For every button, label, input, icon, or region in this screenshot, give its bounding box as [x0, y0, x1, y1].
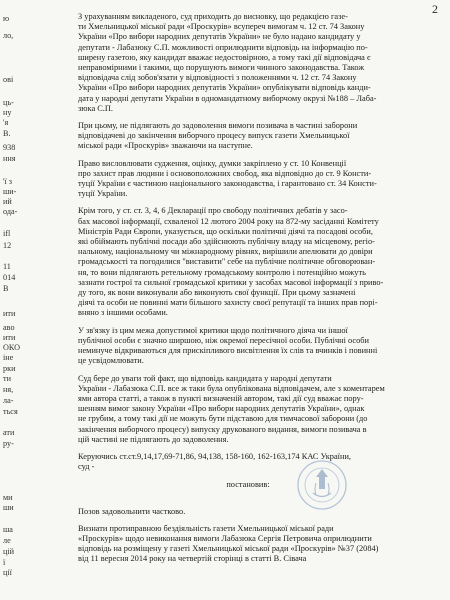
paragraph-9: [56, 524, 440, 565]
left-margin-fragment: ifl: [3, 229, 11, 238]
left-margin-fragment: ша: [3, 525, 13, 534]
left-margin-fragment: ться: [3, 407, 18, 416]
left-margin-fragment: ОКО: [3, 343, 21, 352]
left-margin-fragment: 'я: [3, 118, 9, 127]
left-margin-fragment: 'ї з: [3, 177, 13, 186]
paragraph-7: [56, 452, 440, 472]
left-margin-fragment: ле: [3, 536, 11, 545]
p1-line: зюка С.П.: [78, 103, 114, 113]
p1-line: неправомірними і такими, що порушують вимоги чинного законодавства. Також: [78, 63, 365, 73]
page-number: 2: [432, 2, 438, 16]
p6-line: Суд бере до уваги той факт, що відповідь кандидата у народні депутати: [78, 373, 332, 383]
left-margin-fragment: ло,: [3, 31, 14, 40]
left-margin-fragment: ши: [3, 503, 14, 512]
p4-line: ду того, як вони виконували або виконують свої функції. При цьому зазначені: [78, 288, 356, 298]
paragraph-2: [56, 121, 440, 152]
p4-line: які обіймають публічні посади або здійснюють публічну владу на місцевому, регіо-: [78, 237, 375, 247]
left-margin-fragment: рки: [3, 364, 16, 373]
p6-line: цій частині не підлягають до задоволення.: [78, 434, 229, 444]
p6-line: шенням вимог закону України «Про вибори народних депутатів України», однак: [78, 404, 365, 414]
p3-line: туції України є частиною національного законодавства, і гарантовано ст. 34 Консти-: [78, 179, 377, 189]
left-margin-fragment: ити: [3, 333, 16, 342]
paragraph-3: [56, 159, 440, 200]
left-margin-fragment: ння: [3, 154, 16, 163]
p6-line: не грубим, а тому такі дії не можуть бути підставою для тимчасової заборони (до: [78, 414, 368, 424]
left-margin-fragment: іне: [3, 353, 14, 362]
p6-line: ями автора статті, а також в пункті визначеній автором, такі дії суд вважає пору-: [78, 393, 364, 403]
left-margin-fragment: ити: [3, 309, 16, 318]
p1-line: України «Про вибори народних депутатів України» не було надано кандидату у: [78, 32, 361, 42]
paragraph-4: [56, 206, 440, 318]
decision-heading: постановив:: [226, 480, 270, 490]
left-margin-fragment: ий: [3, 197, 12, 206]
left-margin-fragment: 11: [3, 262, 11, 271]
p1-line: ширену газетою, яку кандидат вважає недостовірною, а тому такі дії відповідача є: [78, 52, 371, 62]
p1-line: ти Хмельницької міської ради «Проскурів» всупереч вимогам ч. 12 ст. 74 Закону: [78, 22, 365, 32]
left-margin-fragment: аво: [3, 323, 15, 332]
paragraph-5: [56, 326, 440, 367]
left-margin-fragment: ши-: [3, 187, 17, 196]
left-margin-fragment: ю: [3, 14, 10, 23]
left-margin-fragment: ру-: [3, 439, 14, 448]
p7-line: Керуючись ст.ст.9,14,17,69-71,86, 94,138, 158-160, 162-163,174 КАС України,: [78, 451, 352, 461]
left-margin-fragment: ла-: [3, 396, 14, 405]
left-margin-fragment: ня,: [3, 385, 14, 394]
left-margin-fragments: [0, 0, 24, 600]
p6-line: України - Лабазюка С.П. все ж таки була опублікована відповідачем, але з коментарем: [78, 383, 385, 393]
p1-line: З урахуванням викладеного, суд приходить до висновку, що редакцією газе-: [78, 12, 348, 21]
p6-line: закінчення виборчого процесу) випуску друкованого видання, вимоги позивача в: [78, 424, 367, 434]
p2-line: При цьому, не підлягають до задоволення вимоги позивача в частині заборони: [78, 121, 358, 131]
left-margin-fragment: ати: [3, 428, 15, 437]
p4-line: Крім того, у ст. ст. 3, 4, 6 Декларації про свободу політичних дебатів у засо-: [78, 206, 348, 216]
left-margin-fragment: В: [3, 284, 9, 293]
p5-line: публічної особи є значно ширшою, ніж окремої пересічної особи. Публічні особи: [78, 335, 369, 345]
p1-line: дата у народні депутати України в одномандатному виборчому окрузі №188 – Лаба-: [78, 93, 377, 103]
p2-line: міської ради «Проскурів» зважаючи на наступне.: [78, 141, 253, 151]
paragraph-6: [56, 374, 440, 445]
left-margin-fragment: 014: [3, 273, 16, 282]
p1-line: депутати - Лабазюку С.П. можливості оприлюднити відповідь на інформацію по-: [78, 42, 368, 52]
left-margin-fragment: цій: [3, 547, 15, 556]
p1-line: України «Про вибори народних депутатів України» опублікувати відповідь канди-: [78, 83, 371, 93]
p4-line: вняно з іншими особами.: [78, 308, 168, 318]
left-margin-fragment: ць-: [3, 98, 14, 107]
left-margin-fragment: В.: [3, 129, 11, 138]
p4-line: діячі та особи не повинні мати більшого захисту своєї репутації та інших прав порі-: [78, 298, 378, 308]
p9-line: від 11 вересня 2014 року на четвертій сторінці в статті В. Сівача: [78, 554, 307, 564]
p5-line: це усвідомлювати.: [78, 356, 144, 366]
left-margin-fragment: ми: [3, 493, 13, 502]
p9-line: Визнати протиправною бездіяльність газети Хмельницької міської ради: [78, 523, 334, 533]
court-seal-icon: [292, 455, 352, 515]
p4-line: бах масової інформації, схваленої 12 лютого 2004 року на 872-му засіданні Комітету: [78, 216, 379, 226]
p5-line: неминуче відкриваються для прискіпливого висвітлення їх слів та вчинків і повинні: [78, 346, 378, 356]
p3-line: туції України.: [78, 189, 128, 199]
p3-line: про захист прав людини і основоположних свобод, яка відповідно до ст. 9 Консти-: [78, 168, 372, 178]
p2-line: відповідачеві до закінчення виборчого процесу випуск газети Хмельницької: [78, 131, 350, 141]
p4-line: громадськості та погодилися "виставити" себе на публічне політичне обговорюван-: [78, 257, 376, 267]
p1-line: відповідача слід зобов'язати у відповідності з положеннями ч. 12 ст. 74 Закону: [78, 73, 357, 83]
p9-line: «Проскурів» щодо невиконання вимоги Лабазюка Сергія Петровича оприлюднити: [78, 533, 372, 543]
left-margin-fragment: ції: [3, 568, 12, 577]
court-seal: [292, 455, 352, 515]
p4-line: зазнати гострої та сильної громадської критики у засобах масової інформації з приво-: [78, 277, 384, 287]
p4-line: нальному, національному чи міжнародному рівнях, вирішили апелювати до довіри: [78, 247, 373, 257]
left-margin-fragment: 12: [3, 241, 12, 250]
p3-line: Право висловлювати судження, оцінку, думки закріплено у ст. 10 Конвенції: [78, 158, 347, 168]
left-margin-fragment: ові: [3, 75, 14, 84]
p9-line: відповідь на розміщену у газеті Хмельницької міської ради «Проскурів» №37 (2084): [78, 544, 379, 554]
p4-line: ня, то вони підлягають ретельному громадському контролю і потенційно можуть: [78, 267, 366, 277]
left-margin-fragment: 938: [3, 143, 16, 152]
document-body: [56, 12, 440, 565]
paragraph-8: [56, 507, 440, 517]
left-margin-fragment: ода-: [3, 207, 18, 216]
left-margin-fragment: ну: [3, 108, 12, 117]
p7-line: суд -: [78, 462, 95, 472]
p4-line: Міністрів Ради Європи, указується, що оскільки політичні діячі та посадові особи,: [78, 226, 373, 236]
p5-line: У зв'язку із цим межа допустимої критики щодо політичного діяча чи іншої: [78, 325, 348, 335]
p8-line: Позов задовольнити частково.: [78, 506, 186, 516]
left-margin-fragment: ї: [3, 558, 6, 567]
left-margin-fragment: ти: [3, 374, 11, 383]
paragraph-1: [56, 12, 440, 114]
